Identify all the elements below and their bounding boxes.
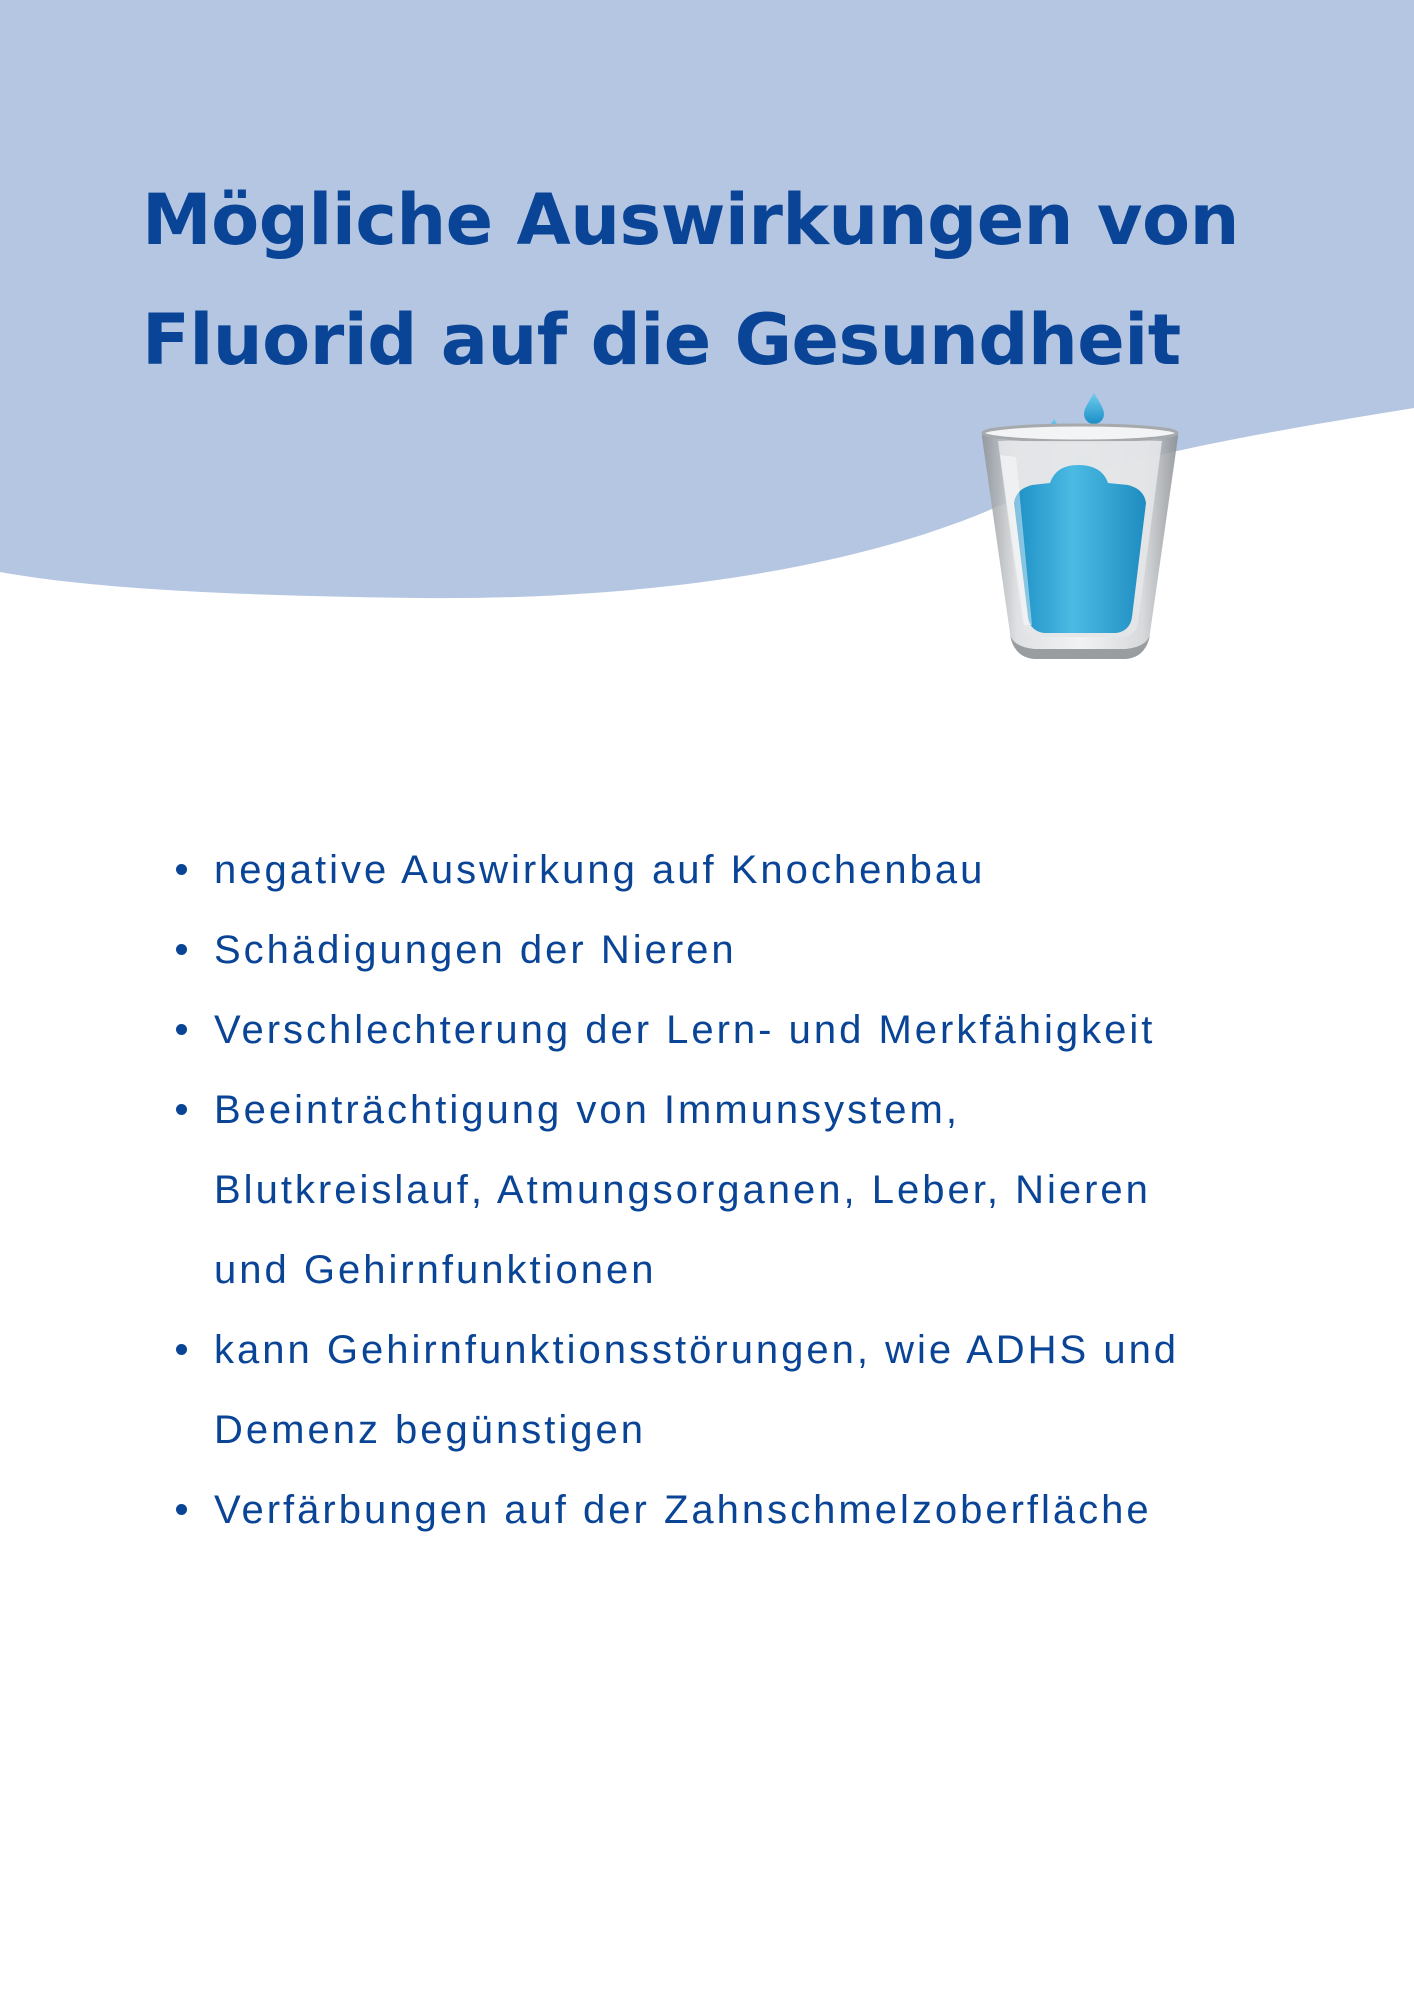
list-item-text-line: Blutkreislauf, Atmungsorganen, Leber, Nieren: [214, 1168, 1151, 1212]
bullet-icon: [176, 1344, 187, 1355]
list-item: [174, 1310, 1304, 1470]
list-item-text-line: Verschlechterung der Lern- und Merkfähigkeit: [214, 1008, 1156, 1052]
list-item-text-line: kann Gehirnfunktionsstörungen, wie ADHS und: [214, 1328, 1180, 1372]
list-item: [174, 1470, 1304, 1550]
water-glass-icon: [970, 385, 1190, 665]
list-item-text-line: Schädigungen der Nieren: [214, 928, 737, 972]
bullet-icon: [176, 1104, 187, 1115]
list-item-text-line: negative Auswirkung auf Knochenbau: [214, 848, 986, 892]
bullet-icon: [176, 864, 187, 875]
bullet-icon: [176, 1504, 187, 1515]
glass-rim: [983, 425, 1177, 441]
bullet-icon: [176, 1024, 187, 1035]
page-title-line-1: Mögliche Auswirkungen von: [142, 179, 1239, 261]
page-title: [142, 160, 1342, 400]
glass-liquid: [1014, 465, 1146, 633]
list-item: [174, 990, 1304, 1070]
list-item-text-line: Verfärbungen auf der Zahnschmelzoberfläche: [214, 1488, 1152, 1532]
bullet-icon: [176, 944, 187, 955]
list-item-text-line: Beeinträchtigung von Immunsystem,: [214, 1088, 960, 1132]
list-item: [174, 910, 1304, 990]
health-effects-list: [174, 830, 1304, 1550]
list-item-text-line: Demenz begünstigen: [214, 1408, 647, 1452]
list-item: [174, 1070, 1304, 1310]
water-drop-icon: [1084, 393, 1104, 424]
page-title-line-2: Fluorid auf die Gesundheit: [142, 299, 1181, 381]
list-item: [174, 830, 1304, 910]
list-item-text-line: und Gehirnfunktionen: [214, 1248, 657, 1292]
